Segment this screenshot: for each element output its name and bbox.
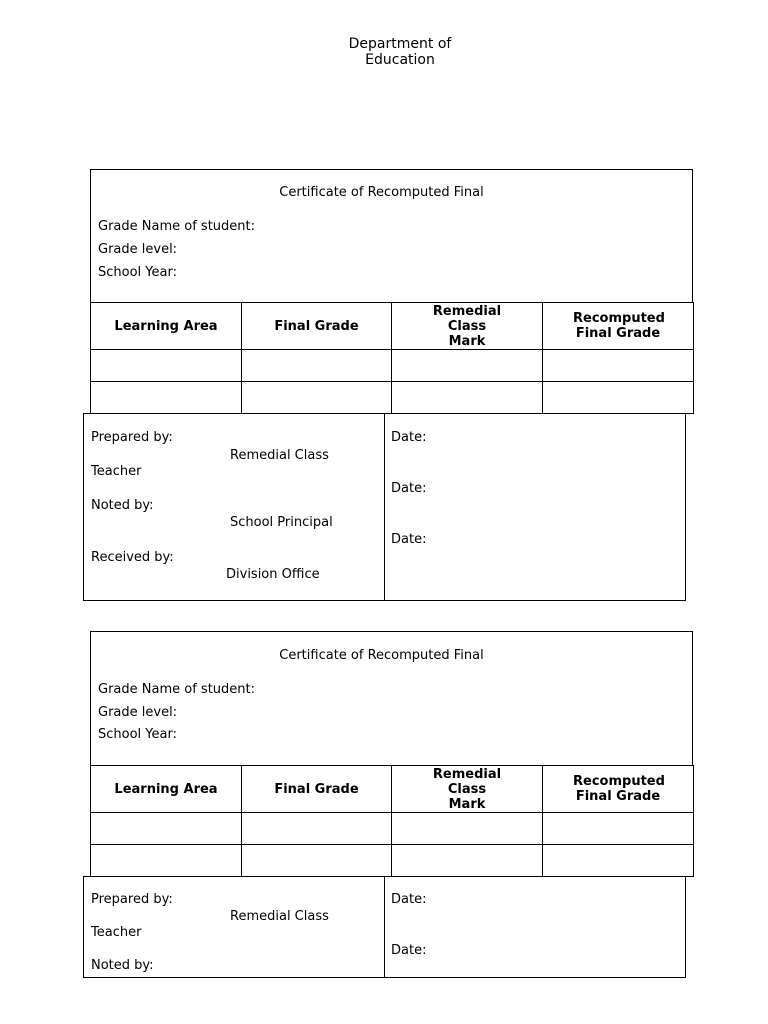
signature-right-box-2 <box>384 876 686 978</box>
table-cell[interactable] <box>392 382 543 414</box>
table-cell[interactable] <box>543 813 694 845</box>
teacher-label: Teacher <box>91 464 142 479</box>
table-cell[interactable] <box>242 845 392 877</box>
grades-table <box>90 302 694 414</box>
noted-by-label: Noted by: <box>91 498 154 513</box>
header-line-1: Department of <box>348 36 452 52</box>
table-cell[interactable] <box>91 382 242 414</box>
table-cell[interactable] <box>91 845 242 877</box>
table-row <box>91 350 694 382</box>
table-header-row <box>91 303 694 350</box>
table-cell[interactable] <box>543 350 694 382</box>
col-learning-area: Learning Area <box>91 766 242 813</box>
noted-by-label: Noted by: <box>91 958 154 973</box>
date-label: Date: <box>391 481 427 496</box>
grade-level-field: Grade level: <box>98 242 178 257</box>
col-remedial-class-mark: Remedial Class Mark <box>392 303 543 350</box>
table-cell[interactable] <box>242 813 392 845</box>
col-recomputed-final-grade: Recomputed Final Grade <box>543 766 694 813</box>
table-header-row <box>91 766 694 813</box>
table-cell[interactable] <box>242 382 392 414</box>
date-label: Date: <box>391 892 427 907</box>
table-cell[interactable] <box>392 813 543 845</box>
school-year-field: School Year: <box>98 727 177 742</box>
certificate-title: Certificate of Recomputed Final <box>279 648 484 663</box>
table-cell[interactable] <box>543 845 694 877</box>
col-recomputed-final-grade: Recomputed Final Grade <box>543 303 694 350</box>
table-cell[interactable] <box>91 350 242 382</box>
col-final-grade: Final Grade <box>242 766 392 813</box>
remedial-class-label: Remedial Class <box>230 909 329 924</box>
prepared-by-label: Prepared by: <box>91 430 173 445</box>
date-label: Date: <box>391 532 427 547</box>
certificate-title: Certificate of Recomputed Final <box>279 185 484 200</box>
date-label: Date: <box>391 943 427 958</box>
remedial-class-label: Remedial Class <box>230 448 329 463</box>
col-learning-area: Learning Area <box>91 303 242 350</box>
col-remedial-class-mark: Remedial Class Mark <box>392 766 543 813</box>
table-cell[interactable] <box>91 813 242 845</box>
grade-level-field: Grade level: <box>98 705 178 720</box>
date-label: Date: <box>391 430 427 445</box>
table-cell[interactable] <box>392 845 543 877</box>
table-row <box>91 813 694 845</box>
table-row <box>91 382 694 414</box>
table-row <box>91 845 694 877</box>
signature-right-box-1 <box>384 413 686 601</box>
table-cell[interactable] <box>543 382 694 414</box>
table-cell[interactable] <box>392 350 543 382</box>
grades-table <box>90 765 694 877</box>
school-year-field: School Year: <box>98 265 177 280</box>
student-name-field: Grade Name of student: <box>98 682 255 697</box>
table-cell[interactable] <box>242 350 392 382</box>
header-line-2: Education <box>365 52 435 68</box>
page-header <box>0 36 768 68</box>
received-by-label: Received by: <box>91 550 174 565</box>
school-principal-label: School Principal <box>230 515 333 530</box>
prepared-by-label: Prepared by: <box>91 892 173 907</box>
col-final-grade: Final Grade <box>242 303 392 350</box>
student-name-field: Grade Name of student: <box>98 219 255 234</box>
teacher-label: Teacher <box>91 925 142 940</box>
division-office-label: Division Office <box>226 567 320 582</box>
